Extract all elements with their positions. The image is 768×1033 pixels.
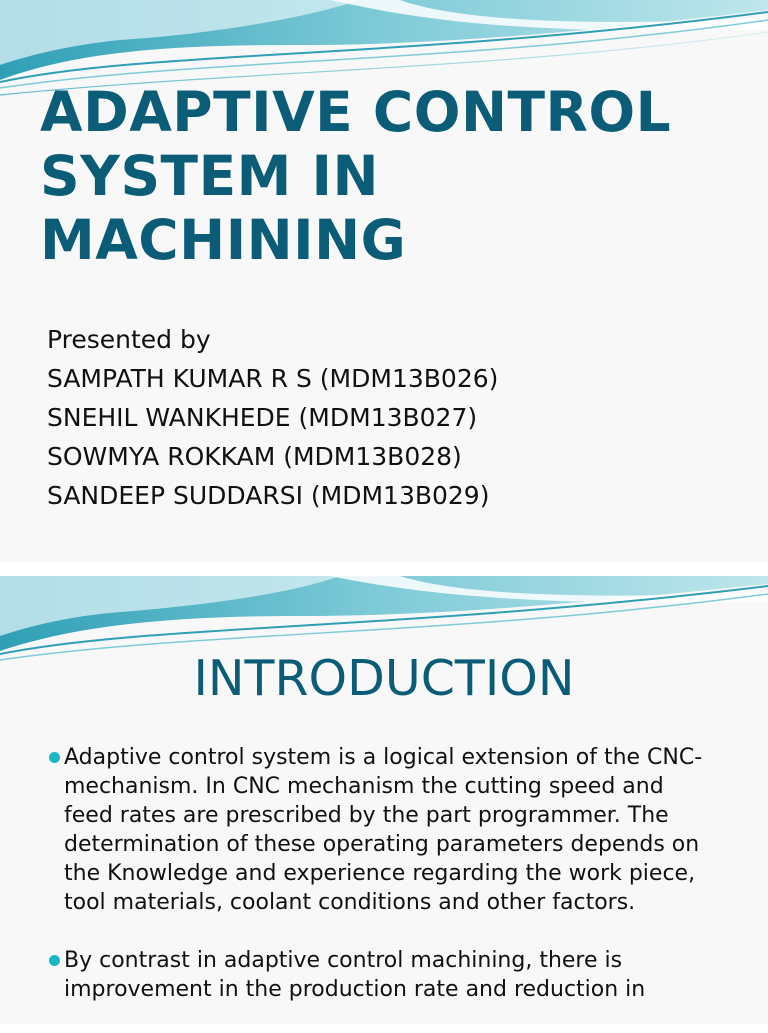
bullet-item [64, 946, 714, 1004]
title-line: ADAPTIVE CONTROL [40, 80, 672, 144]
title-line: MACHINING [40, 208, 407, 272]
presenter-name: SANDEEP SUDDARSI (MDM13B029) [47, 481, 490, 510]
introduction-title: INTRODUCTION [193, 650, 575, 707]
bullet-text: By contrast in adaptive control machining, there is improvement in the production rate and reduction in [64, 948, 646, 1002]
introduction-bullets [64, 743, 714, 1033]
bullet-item [64, 743, 714, 917]
presenters-list [47, 320, 747, 515]
bullet-dot-icon [49, 955, 60, 966]
presenter-name: SNEHIL WANKHEDE (MDM13B027) [47, 403, 478, 432]
title-line: SYSTEM IN [40, 144, 380, 208]
presenter-name: SOWMYA ROKKAM (MDM13B028) [47, 442, 462, 471]
slide-title [40, 80, 740, 272]
presented-by-label: Presented by [47, 325, 211, 354]
bullet-text: Adaptive control system is a logical extension of the CNC-mechanism. In CNC mechanism the cutting speed and feed rates are prescribed by the part programmer. The determination of these operating parameters depends on the Knowledge and experience regarding the work piece, tool materials, coolant conditions and other factors. [64, 745, 703, 915]
slide-separator [0, 562, 768, 576]
bullet-dot-icon [49, 752, 60, 763]
presenter-name: SAMPATH KUMAR R S (MDM13B026) [47, 364, 499, 393]
